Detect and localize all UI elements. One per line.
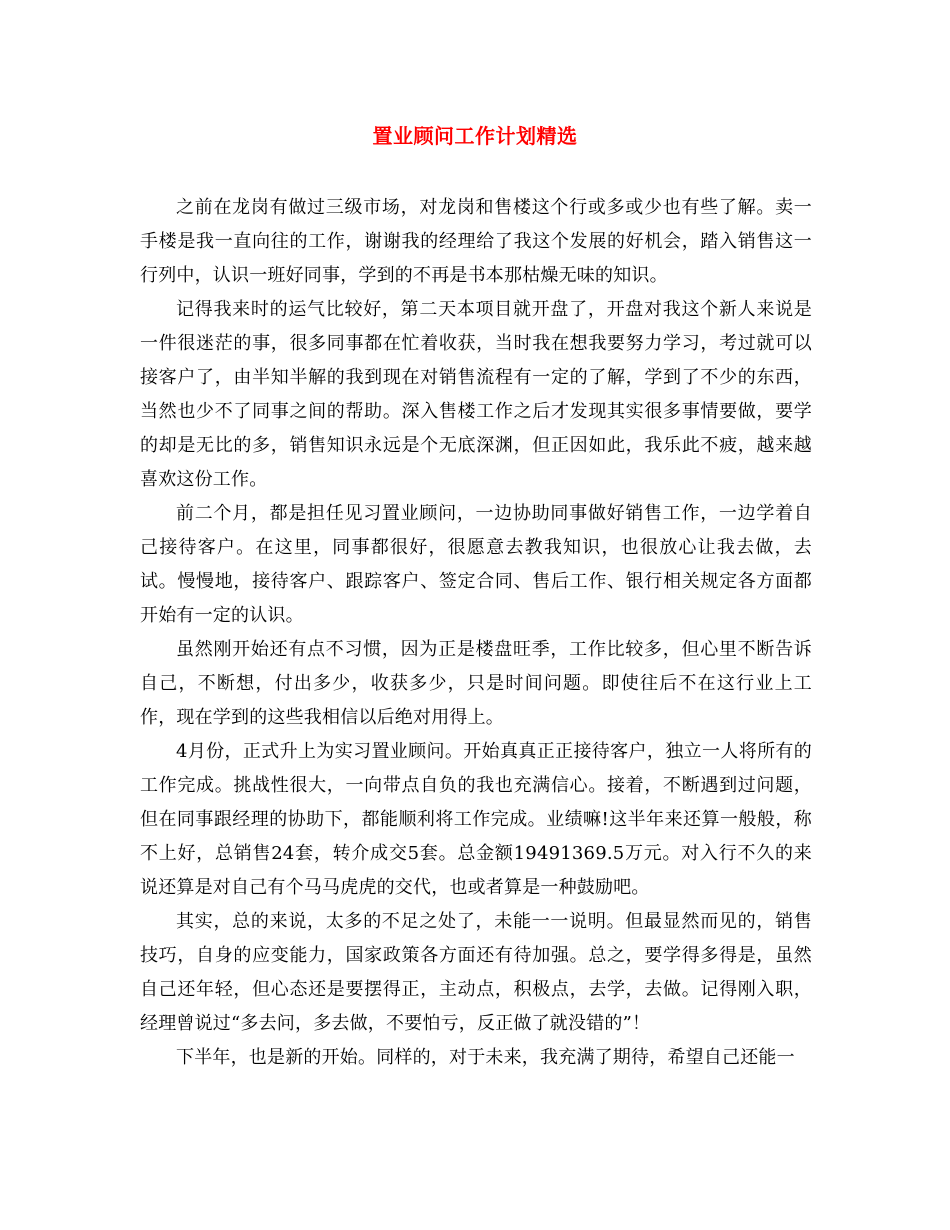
paragraph: 下半年，也是新的开始。同样的，对于未来，我充满了期待，希望自己还能一 (176, 1047, 795, 1068)
paragraph: 其实，总的来说，太多的不足之处了，未能一一说明。但最显然而见的，销售技巧，自身的应变能力，国家政策各方面还有待加强。总之，要学得多得是，虽然自己还年轻，但心态还是要摆得正，主动点，积极点，去学，去做。记得刚入职，经理曾说过“多去问，多去做，不要怕亏，反正做了就没错的”！ (140, 911, 812, 1034)
document-title: 置业顾问工作计划精选 (372, 124, 578, 148)
paragraph: 4月份，正式升上为实习置业顾问。开始真真正正接待客户，独立一人将所有的工作完成。挑战性很大，一向带点自负的我也充满信心。接着，不断遇到过问题，但在同事跟经理的协助下，都能顺利将工作完成。业绩嘛!这半年来还算一般般，称不上好，总销售24套，转介成交5套。总金额19491369.5万元。对入行不久的来说还算是对自己有个马马虎虎的交代，也或者算是一种鼓励吧。 (140, 741, 812, 898)
paragraph: 虽然刚开始还有点不习惯，因为正是楼盘旺季，工作比较多，但心里不断告诉自己，不断想，付出多少，收获多少，只是时间问题。即使往后不在这行业上工作，现在学到的这些我相信以后绝对用得上。 (140, 639, 812, 728)
document-body (140, 191, 812, 1075)
paragraph: 记得我来时的运气比较好，第二天本项目就开盘了，开盘对我这个新人来说是一件很迷茫的事，很多同事都在忙着收获，当时我在想我要努力学习，考过就可以接客户了，由半知半解的我到现在对销售流程有一定的了解，学到了不少的东西，当然也少不了同事之间的帮助。深入售楼工作之后才发现其实很多事情要做，要学的却是无比的多，销售知识永远是个无底深渊，但正因如此，我乐此不疲，越来越喜欢这份工作。 (140, 299, 812, 490)
paragraph: 前二个月，都是担任见习置业顾问，一边协助同事做好销售工作，一边学着自己接待客户。在这里，同事都很好，很愿意去教我知识，也很放心让我去做，去试。慢慢地，接待客户、跟踪客户、签定合同、售后工作、银行相关规定各方面都开始有一定的认识。 (140, 503, 812, 626)
paragraph: 之前在龙岗有做过三级市场，对龙岗和售楼这个行或多或少也有些了解。卖一手楼是我一直向往的工作，谢谢我的经理给了我这个发展的好机会，踏入销售这一行列中，认识一班好同事，学到的不再是书本那枯燥无味的知识。 (140, 197, 812, 286)
